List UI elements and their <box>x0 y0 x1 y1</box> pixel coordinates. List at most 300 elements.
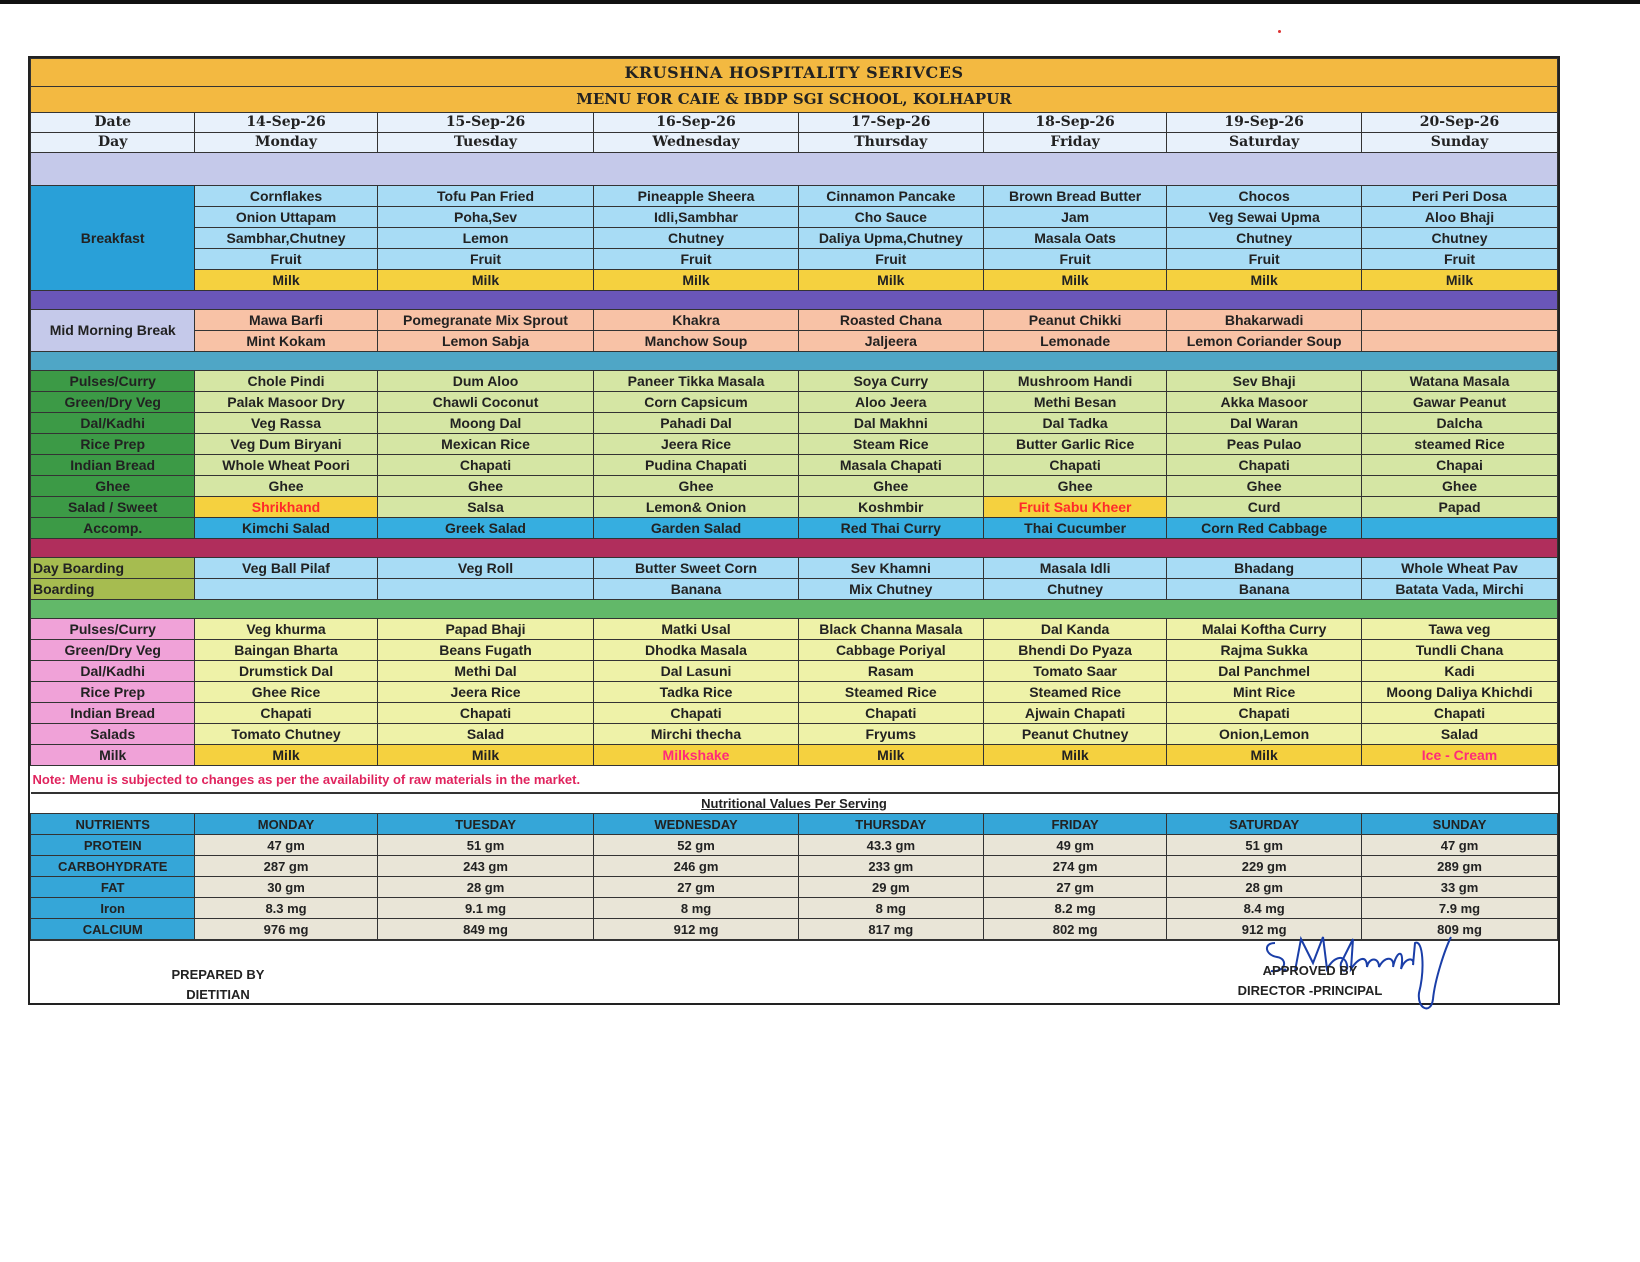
dinner-row <box>31 682 1558 703</box>
nutrient-value: 9.1 mg <box>377 898 594 919</box>
dinner-item: Chapati <box>594 703 798 724</box>
breakfast-item: Idli,Sambhar <box>594 207 798 228</box>
mid-morning-item: Jaljeera <box>798 331 983 352</box>
nutrient-label: FAT <box>31 877 195 898</box>
snack-item: Whole Wheat Pav <box>1362 558 1558 579</box>
date-cell: 19-Sep-26 <box>1167 113 1362 133</box>
nutrient-value: 912 mg <box>594 919 798 940</box>
day-cell: Saturday <box>1167 133 1362 153</box>
dinner-item: Salad <box>1362 724 1558 745</box>
dinner-item: Tawa veg <box>1362 619 1558 640</box>
nutrient-value: 43.3 gm <box>798 835 983 856</box>
breakfast-item: Chutney <box>594 228 798 249</box>
lunch-label: Green/Dry Veg <box>31 392 195 413</box>
dinner-item: Rajma Sukka <box>1167 640 1362 661</box>
lunch-item: Curd <box>1167 497 1362 518</box>
lunch-item: Ghee <box>195 476 377 497</box>
nutrient-value: 8.2 mg <box>984 898 1167 919</box>
lunch-item: Koshmbir <box>798 497 983 518</box>
snack-item <box>377 579 594 600</box>
lunch-item: Whole Wheat Poori <box>195 455 377 476</box>
dinner-row <box>31 661 1558 682</box>
lunch-item: Red Thai Curry <box>798 518 983 539</box>
nutrient-value: 246 gm <box>594 856 798 877</box>
lunch-item: Pudina Chapati <box>594 455 798 476</box>
lunch-item: Salsa <box>377 497 594 518</box>
breakfast-item: Milk <box>195 270 377 291</box>
snack-item: Banana <box>1167 579 1362 600</box>
mid-morning-item: Mawa Barfi <box>195 310 377 331</box>
nutrient-value: 7.9 mg <box>1362 898 1558 919</box>
breakfast-item: Fruit <box>377 249 594 270</box>
title-row-menu <box>31 87 1558 113</box>
lunch-item: Butter Garlic Rice <box>983 434 1166 455</box>
dinner-row <box>31 640 1558 661</box>
lunch-item: Dal Makhni <box>798 413 983 434</box>
breakfast-item: Tofu Pan Fried <box>377 186 594 207</box>
breakfast-item: Pineapple Sheera <box>594 186 798 207</box>
availability-note: Note: Menu is subjected to changes as per the availability of raw materials in the market. <box>31 766 1558 793</box>
nutrient-value: 29 gm <box>798 877 983 898</box>
approved-by-label: APPROVED BY <box>1262 963 1358 978</box>
lunch-row <box>31 455 1558 476</box>
dinner-label: Pulses/Curry <box>31 619 195 640</box>
date-label: Date <box>31 113 195 133</box>
lunch-item: Veg Dum Biryani <box>195 434 377 455</box>
dinner-item: Dal Lasuni <box>594 661 798 682</box>
breakfast-item: Sambhar,Chutney <box>195 228 377 249</box>
lunch-item: Masala Chapati <box>798 455 983 476</box>
lunch-item: Ghee <box>983 476 1166 497</box>
nutrient-value: 8.3 mg <box>195 898 377 919</box>
lunch-item: Greek Salad <box>377 518 594 539</box>
nutrient-label: Iron <box>31 898 195 919</box>
day-cell: Wednesday <box>594 133 798 153</box>
dinner-item: Beans Fugath <box>377 640 594 661</box>
snack-item: Banana <box>594 579 798 600</box>
separator-purple-cell <box>31 291 1558 310</box>
breakfast-item: Milk <box>798 270 983 291</box>
nutrient-value: 802 mg <box>984 919 1167 940</box>
breakfast-item: Milk <box>594 270 798 291</box>
nutrient-value: 8 mg <box>798 898 983 919</box>
title-row-company <box>31 59 1558 87</box>
separator-green-cell <box>31 600 1558 619</box>
breakfast-row <box>31 186 1558 207</box>
snack-item <box>195 579 377 600</box>
lunch-item: Chapati <box>377 455 594 476</box>
nutrient-value: 229 gm <box>1167 856 1362 877</box>
separator-teal-cell <box>31 352 1558 371</box>
approved-by <box>1235 961 1385 1001</box>
breakfast-row <box>31 228 1558 249</box>
lunch-item: Veg Rassa <box>195 413 377 434</box>
snack-item: Chutney <box>983 579 1166 600</box>
lunch-item: Soya Curry <box>798 371 983 392</box>
nutrient-value: 51 gm <box>377 835 594 856</box>
dinner-item: Dhodka Masala <box>594 640 798 661</box>
lunch-label: Accomp. <box>31 518 195 539</box>
dinner-label: Salads <box>31 724 195 745</box>
nutrient-value: 47 gm <box>1362 835 1558 856</box>
nutrition-row <box>31 898 1558 919</box>
dinner-item: Tomato Chutney <box>195 724 377 745</box>
nutrient-value: 52 gm <box>594 835 798 856</box>
lunch-item: Dalcha <box>1362 413 1558 434</box>
lunch-item: Watana Masala <box>1362 371 1558 392</box>
nutrient-value: 289 gm <box>1362 856 1558 877</box>
nutrient-value: 8.4 mg <box>1167 898 1362 919</box>
menu-title: MENU FOR CAIE & IBDP SGI SCHOOL, KOLHAPUR <box>31 87 1558 113</box>
dinner-item: Milk <box>798 745 983 766</box>
lunch-item: Chapati <box>1167 455 1362 476</box>
dinner-item: Rasam <box>798 661 983 682</box>
breakfast-item: Aloo Bhaji <box>1362 207 1558 228</box>
day-label: Day <box>31 133 195 153</box>
nutrient-label: CARBOHYDRATE <box>31 856 195 877</box>
dinner-item: Malai Koftha Curry <box>1167 619 1362 640</box>
breakfast-item: Fruit <box>594 249 798 270</box>
breakfast-row <box>31 270 1558 291</box>
lunch-label: Rice Prep <box>31 434 195 455</box>
lunch-row <box>31 497 1558 518</box>
mid-morning-item <box>1362 331 1558 352</box>
prepared-by-role: DIETITIAN <box>186 987 250 1002</box>
snack-label: Day Boarding <box>31 558 195 579</box>
breakfast-item: Cinnamon Pancake <box>798 186 983 207</box>
lunch-item: steamed Rice <box>1362 434 1558 455</box>
date-cell: 20-Sep-26 <box>1362 113 1558 133</box>
dinner-label: Indian Bread <box>31 703 195 724</box>
breakfast-item: Jam <box>983 207 1166 228</box>
breakfast-item: Chutney <box>1167 228 1362 249</box>
dinner-item: Methi Dal <box>377 661 594 682</box>
nutrition-day: SATURDAY <box>1167 814 1362 835</box>
separator-purple <box>31 291 1558 310</box>
lunch-item: Moong Dal <box>377 413 594 434</box>
dinner-item: Kadi <box>1362 661 1558 682</box>
snack-item: Butter Sweet Corn <box>594 558 798 579</box>
separator-lavender <box>31 153 1558 186</box>
snack-item: Sev Khamni <box>798 558 983 579</box>
snack-item: Veg Ball Pilaf <box>195 558 377 579</box>
nutrition-day: MONDAY <box>195 814 377 835</box>
snack-item: Bhadang <box>1167 558 1362 579</box>
breakfast-item: Veg Sewai Upma <box>1167 207 1362 228</box>
dinner-item: Mirchi thecha <box>594 724 798 745</box>
lunch-item: Chapati <box>983 455 1166 476</box>
dinner-item: Tomato Saar <box>983 661 1166 682</box>
dinner-item: Chapati <box>195 703 377 724</box>
nutrient-value: 809 mg <box>1362 919 1558 940</box>
mid-morning-item: Bhakarwadi <box>1167 310 1362 331</box>
prepared-by-label: PREPARED BY <box>171 967 265 982</box>
breakfast-item: Fruit <box>798 249 983 270</box>
dinner-item: Papad Bhaji <box>377 619 594 640</box>
lunch-item: Mexican Rice <box>377 434 594 455</box>
dinner-row <box>31 724 1558 745</box>
breakfast-item: Onion Uttapam <box>195 207 377 228</box>
nutrient-value: 912 mg <box>1167 919 1362 940</box>
breakfast-label: Breakfast <box>31 186 195 291</box>
dinner-item: Dal Panchmel <box>1167 661 1362 682</box>
lunch-item: Ghee <box>377 476 594 497</box>
dinner-item: Chapati <box>377 703 594 724</box>
lunch-item: Aloo Jeera <box>798 392 983 413</box>
separator-lavender-cell <box>31 153 1558 186</box>
breakfast-item: Milk <box>1362 270 1558 291</box>
nutrition-title: Nutritional Values Per Serving <box>31 794 1558 814</box>
mid-morning-item: Pomegranate Mix Sprout <box>377 310 594 331</box>
dinner-label: Rice Prep <box>31 682 195 703</box>
menu-table <box>30 58 1558 793</box>
lunch-item: Kimchi Salad <box>195 518 377 539</box>
lunch-row <box>31 518 1558 539</box>
nutrition-day: WEDNESDAY <box>594 814 798 835</box>
dinner-item: Chapati <box>798 703 983 724</box>
dinner-item: Ajwain Chapati <box>983 703 1166 724</box>
dinner-item: Milk <box>195 745 377 766</box>
nutrient-label: PROTEIN <box>31 835 195 856</box>
date-cell: 14-Sep-26 <box>195 113 377 133</box>
dinner-item: Veg khurma <box>195 619 377 640</box>
nutrition-row <box>31 856 1558 877</box>
nutrient-value: 287 gm <box>195 856 377 877</box>
dinner-item: Chapati <box>1167 703 1362 724</box>
lunch-item: Dum Aloo <box>377 371 594 392</box>
nutrient-value: 274 gm <box>984 856 1167 877</box>
lunch-item: Jeera Rice <box>594 434 798 455</box>
dinner-item: Bhendi Do Pyaza <box>983 640 1166 661</box>
scan-speck <box>1278 30 1281 33</box>
lunch-item <box>1362 518 1558 539</box>
dinner-row <box>31 745 1558 766</box>
lunch-row <box>31 413 1558 434</box>
lunch-item: Corn Capsicum <box>594 392 798 413</box>
signature-block <box>30 940 1558 1003</box>
lunch-item: Peas Pulao <box>1167 434 1362 455</box>
date-cell: 17-Sep-26 <box>798 113 983 133</box>
nutrient-value: 27 gm <box>594 877 798 898</box>
breakfast-item: Fruit <box>1362 249 1558 270</box>
day-cell: Tuesday <box>377 133 594 153</box>
mid-morning-item: Mint Kokam <box>195 331 377 352</box>
breakfast-item: Peri Peri Dosa <box>1362 186 1558 207</box>
dinner-item: Peanut Chutney <box>983 724 1166 745</box>
snack-label: Boarding <box>31 579 195 600</box>
nutrition-row <box>31 835 1558 856</box>
lunch-item: Corn Red Cabbage <box>1167 518 1362 539</box>
lunch-item: Ghee <box>594 476 798 497</box>
nutrient-value: 28 gm <box>377 877 594 898</box>
lunch-item: Thai Cucumber <box>983 518 1166 539</box>
breakfast-item: Chutney <box>1362 228 1558 249</box>
scan-top-edge <box>0 0 1640 4</box>
lunch-item: Methi Besan <box>983 392 1166 413</box>
lunch-item: Papad <box>1362 497 1558 518</box>
nutrient-value: 28 gm <box>1167 877 1362 898</box>
lunch-label: Indian Bread <box>31 455 195 476</box>
breakfast-item: Milk <box>377 270 594 291</box>
separator-maroon <box>31 539 1558 558</box>
lunch-item: Palak Masoor Dry <box>195 392 377 413</box>
lunch-item: Ghee <box>1362 476 1558 497</box>
mid-morning-item: Manchow Soup <box>594 331 798 352</box>
nutrient-value: 47 gm <box>195 835 377 856</box>
dinner-item: Fryums <box>798 724 983 745</box>
note-row <box>31 766 1558 793</box>
day-cell: Monday <box>195 133 377 153</box>
nutrient-label: CALCIUM <box>31 919 195 940</box>
lunch-row <box>31 371 1558 392</box>
nutrient-value: 243 gm <box>377 856 594 877</box>
nutrition-title-row <box>31 794 1558 814</box>
breakfast-item: Fruit <box>195 249 377 270</box>
breakfast-item: Milk <box>1167 270 1362 291</box>
lunch-item: Sev Bhaji <box>1167 371 1362 392</box>
lunch-item: Steam Rice <box>798 434 983 455</box>
nutrients-label: NUTRIENTS <box>31 814 195 835</box>
separator-teal <box>31 352 1558 371</box>
dinner-item: Jeera Rice <box>377 682 594 703</box>
approved-by-role: DIRECTOR -PRINCIPAL <box>1237 983 1383 998</box>
nutrient-value: 27 gm <box>984 877 1167 898</box>
nutrition-header-row <box>31 814 1558 835</box>
dinner-label: Green/Dry Veg <box>31 640 195 661</box>
nutrition-day: TUESDAY <box>377 814 594 835</box>
dinner-item: Black Channa Masala <box>798 619 983 640</box>
breakfast-row <box>31 249 1558 270</box>
dinner-item: Baingan Bharta <box>195 640 377 661</box>
dinner-item: Salad <box>377 724 594 745</box>
breakfast-item: Masala Oats <box>983 228 1166 249</box>
lunch-item: Paneer Tikka Masala <box>594 371 798 392</box>
dinner-item: Moong Daliya Khichdi <box>1362 682 1558 703</box>
mid-morning-item <box>1362 310 1558 331</box>
lunch-label: Dal/Kadhi <box>31 413 195 434</box>
breakfast-item: Lemon <box>377 228 594 249</box>
breakfast-item: Daliya Upma,Chutney <box>798 228 983 249</box>
snack-item: Veg Roll <box>377 558 594 579</box>
dinner-item: Cabbage Poriyal <box>798 640 983 661</box>
lunch-label: Ghee <box>31 476 195 497</box>
day-row <box>31 133 1558 153</box>
breakfast-item: Chocos <box>1167 186 1362 207</box>
separator-maroon-cell <box>31 539 1558 558</box>
lunch-item: Gawar Peanut <box>1362 392 1558 413</box>
lunch-label: Salad / Sweet <box>31 497 195 518</box>
breakfast-item: Fruit <box>1167 249 1362 270</box>
lunch-label: Pulses/Curry <box>31 371 195 392</box>
lunch-item: Ghee <box>798 476 983 497</box>
nutrient-value: 8 mg <box>594 898 798 919</box>
date-cell: 18-Sep-26 <box>983 113 1166 133</box>
dinner-row <box>31 703 1558 724</box>
lunch-item: Garden Salad <box>594 518 798 539</box>
menu-sheet <box>28 56 1560 1005</box>
nutrient-value: 49 gm <box>984 835 1167 856</box>
lunch-row <box>31 434 1558 455</box>
breakfast-item: Cho Sauce <box>798 207 983 228</box>
nutrient-value: 849 mg <box>377 919 594 940</box>
dinner-item: Tundli Chana <box>1362 640 1558 661</box>
separator-green <box>31 600 1558 619</box>
lunch-item: Dal Tadka <box>983 413 1166 434</box>
mid-morning-item: Peanut Chikki <box>983 310 1166 331</box>
dinner-item: Milkshake <box>594 745 798 766</box>
snack-item: Mix Chutney <box>798 579 983 600</box>
dinner-item: Ghee Rice <box>195 682 377 703</box>
lunch-item: Lemon& Onion <box>594 497 798 518</box>
breakfast-item: Fruit <box>983 249 1166 270</box>
dinner-row <box>31 619 1558 640</box>
lunch-item: Chapai <box>1362 455 1558 476</box>
lunch-item: Chawli Coconut <box>377 392 594 413</box>
mid-morning-item: Lemonade <box>983 331 1166 352</box>
dinner-item: Dal Kanda <box>983 619 1166 640</box>
breakfast-row <box>31 207 1558 228</box>
dinner-item: Chapati <box>1362 703 1558 724</box>
nutrition-day: SUNDAY <box>1362 814 1558 835</box>
dinner-item: Milk <box>377 745 594 766</box>
nutrient-value: 817 mg <box>798 919 983 940</box>
lunch-item: Fruit Sabu Kheer <box>983 497 1166 518</box>
dinner-item: Ice - Cream <box>1362 745 1558 766</box>
nutrition-table <box>30 793 1558 940</box>
breakfast-item: Brown Bread Butter <box>983 186 1166 207</box>
dinner-item: Drumstick Dal <box>195 661 377 682</box>
dinner-label: Milk <box>31 745 195 766</box>
prepared-by <box>158 965 278 1005</box>
dinner-item: Tadka Rice <box>594 682 798 703</box>
mid-morning-label: Mid Morning Break <box>31 310 195 352</box>
day-cell: Thursday <box>798 133 983 153</box>
mid-morning-item: Lemon Sabja <box>377 331 594 352</box>
day-cell: Sunday <box>1362 133 1558 153</box>
dinner-item: Onion,Lemon <box>1167 724 1362 745</box>
dinner-item: Steamed Rice <box>983 682 1166 703</box>
nutrition-day: THURSDAY <box>798 814 983 835</box>
lunch-item: Akka Masoor <box>1167 392 1362 413</box>
dinner-item: Matki Usal <box>594 619 798 640</box>
lunch-item: Shrikhand <box>195 497 377 518</box>
day-cell: Friday <box>983 133 1166 153</box>
snack-item: Batata Vada, Mirchi <box>1362 579 1558 600</box>
dinner-item: Mint Rice <box>1167 682 1362 703</box>
nutrient-value: 51 gm <box>1167 835 1362 856</box>
lunch-item: Pahadi Dal <box>594 413 798 434</box>
date-cell: 16-Sep-26 <box>594 113 798 133</box>
lunch-row <box>31 476 1558 497</box>
snack-row <box>31 579 1558 600</box>
nutrient-value: 233 gm <box>798 856 983 877</box>
snack-item: Masala Idli <box>983 558 1166 579</box>
nutrient-value: 33 gm <box>1362 877 1558 898</box>
nutrient-value: 30 gm <box>195 877 377 898</box>
lunch-item: Ghee <box>1167 476 1362 497</box>
lunch-item: Chole Pindi <box>195 371 377 392</box>
nutrition-row <box>31 877 1558 898</box>
mid-morning-item: Khakra <box>594 310 798 331</box>
breakfast-item: Poha,Sev <box>377 207 594 228</box>
dinner-label: Dal/Kadhi <box>31 661 195 682</box>
company-title: KRUSHNA HOSPITALITY SERIVCES <box>31 59 1558 87</box>
dinner-item: Milk <box>983 745 1166 766</box>
lunch-item: Mushroom Handi <box>983 371 1166 392</box>
lunch-row <box>31 392 1558 413</box>
date-cell: 15-Sep-26 <box>377 113 594 133</box>
mid-morning-item: Lemon Coriander Soup <box>1167 331 1362 352</box>
